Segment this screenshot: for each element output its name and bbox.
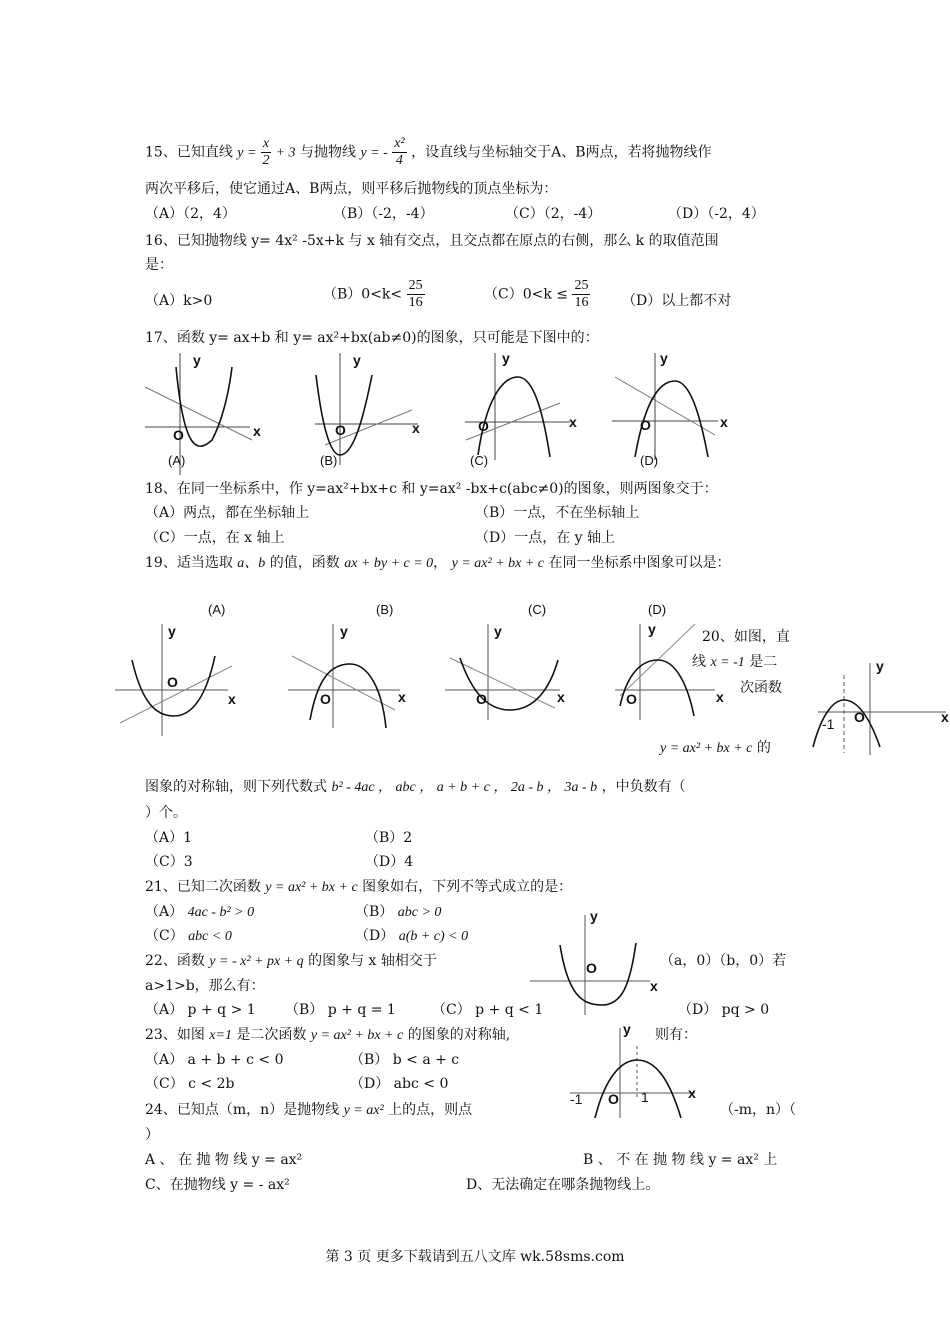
q16-line1: 16、已知抛物线 y= 4x² -5x+k 与 x 轴有交点，且交点都在原点的右侧，那么 k 的取值范围: [145, 233, 719, 249]
q17-a-origin: O: [173, 427, 184, 443]
q16-line2: 是：: [145, 257, 173, 273]
q21-stem: [145, 876, 572, 896]
q17-c-y-label: y: [502, 350, 510, 366]
q21-optb-label: （B）: [355, 904, 394, 920]
q19-c-x-label: x: [557, 689, 565, 705]
q19-d-y-label: y: [648, 621, 656, 637]
q21-optd-expr: a(b + c) < 0: [398, 929, 469, 944]
q17-b-parabola: [316, 375, 372, 455]
q20-l2-eq: x = -1: [710, 655, 745, 670]
q17-label-a: (A): [168, 453, 186, 468]
q17-c-parabola: [478, 377, 550, 457]
q17-label-d: (D): [640, 453, 659, 468]
q15-frac2-num: x²: [394, 136, 405, 151]
q23-option-a: （A） a + b + c < 0: [145, 1052, 284, 1068]
q19-b-x-label: x: [398, 689, 406, 705]
q22-option-d: （D） pq > 0: [678, 1002, 770, 1018]
q19-b-y-label: y: [340, 623, 348, 639]
q20-line1: 20、如图，直: [702, 629, 790, 645]
q16-optc-num: 25: [574, 278, 589, 293]
q16-optb-frac: [407, 278, 425, 311]
q20-y-label: y: [876, 658, 884, 674]
q21-y-label: y: [590, 908, 598, 924]
q20-option-c: （C）3: [145, 854, 193, 870]
q15-suffix: ，设直线与坐标轴交于A、B两点，若将抛物线作: [411, 144, 712, 161]
q24-prefix: 24、已知点（m，n）是抛物线: [145, 1102, 340, 1118]
q24-option-c: C、在抛物线 y = - ax²: [145, 1177, 290, 1193]
q19-prefix: 19、适当选取: [145, 555, 233, 571]
q22-prefix: 22、函数: [145, 953, 205, 969]
q24-suffix: 上的点，则点: [388, 1102, 473, 1118]
q21-option-b: [355, 901, 441, 921]
q19-c-y-label: y: [494, 623, 502, 639]
q21-optb-expr: abc > 0: [397, 905, 442, 920]
q15-frac2-den: 4: [395, 153, 403, 168]
q20-option-a: （A）1: [145, 830, 193, 846]
q19-stem: 19、适当选取 a、b 的值，函数 ax + by + c = 0， y = ax² + bx + c 在同一坐标系中图象可以是：: [145, 555, 731, 571]
q16-optb-num: 25: [408, 278, 423, 293]
q19-suffix: 在同一坐标系中图象可以是：: [548, 555, 731, 571]
q21-x-label: x: [650, 978, 658, 994]
q19-label-d: (D): [648, 602, 667, 617]
q20-line3: 次函数: [740, 680, 782, 696]
q16-option-a: （A）k>0: [145, 293, 213, 309]
q17-b-x-label: x: [412, 420, 420, 436]
q20-x-label: x: [941, 709, 949, 725]
q22-stem: [145, 950, 437, 970]
q23-parabola: [595, 1060, 681, 1118]
q23-option-b: （B） b < a + c: [350, 1052, 460, 1068]
q15-prefix: 15、已知直线: [145, 144, 233, 161]
q19-c-origin: O: [476, 691, 487, 707]
q15-option-d: （D）（-2，4）: [668, 206, 765, 222]
q21-graph: [530, 905, 670, 1015]
q15-frac2: [392, 136, 406, 169]
q23-graph: [565, 1018, 705, 1123]
q16-optc-frac: [572, 278, 590, 311]
q19-d-origin: O: [626, 691, 637, 707]
q17-a-y-label: y: [193, 352, 201, 368]
q20-line4: [660, 737, 771, 757]
q20-option-b: （B）2: [365, 830, 413, 846]
q17-d-line: [615, 377, 715, 435]
q20-neg-one: -1: [822, 716, 835, 732]
q19-eq2: y = ax² + bx + c: [451, 556, 545, 571]
q23-origin: O: [608, 1091, 619, 1107]
q19-d-x-label: x: [716, 689, 724, 705]
q20-l4-eq: y = ax² + bx + c: [660, 741, 753, 756]
q21-optc-label: （C）: [145, 928, 184, 944]
q15-frac1-den: 2: [262, 153, 270, 168]
q23-suffix: 的图象的对称轴,: [407, 1027, 511, 1043]
q19-eq1: ax + by + c = 0: [344, 556, 434, 571]
q15-frac1: [261, 136, 271, 169]
q20-line5: [145, 776, 686, 796]
q20-l5-suffix: ，中负数有（: [601, 779, 686, 795]
q23-eq2: y = ax² + bx + c: [310, 1028, 404, 1043]
q18-option-c: （C）一点，在 x 轴上: [145, 530, 285, 546]
q22-option-c: （C） p + q < 1: [432, 1002, 544, 1018]
q23-prefix: 23、如图: [145, 1027, 205, 1043]
q17-b-origin: O: [335, 422, 346, 438]
q23-mid: 是二次函数: [236, 1027, 307, 1043]
q24-stem: [145, 1099, 472, 1119]
q21-origin: O: [586, 960, 597, 976]
q21-optc-expr: abc < 0: [188, 929, 232, 944]
q22-line2: a>1>b，那么有：: [145, 978, 265, 994]
q17-b-y-label: y: [353, 352, 361, 368]
q21-option-c: [145, 925, 232, 945]
q23-x-label: x: [688, 1085, 696, 1101]
q21-parabola: [560, 943, 636, 1005]
q15-option-a: （A）（2，4）: [145, 206, 236, 222]
q19-c-line: [450, 658, 555, 708]
q17-c-origin: O: [478, 418, 489, 434]
q17-d-x-label: x: [720, 414, 728, 430]
q18-stem: 18、在同一坐标系中，作 y=ax²+bx+c 和 y=ax² -bx+c(abc≠0)的图象，则两图象交于：: [145, 481, 718, 497]
q19-mid: 的值，函数: [269, 555, 340, 571]
q16-optc-text: （C）0<k ≤: [484, 286, 569, 303]
q15-mid: 与抛物线: [299, 144, 356, 161]
q23-option-d: （D） abc < 0: [350, 1076, 449, 1092]
q24-eq: y = ax²: [343, 1103, 384, 1118]
q16-option-c: [484, 278, 590, 311]
q15-parab-eq: y = -: [360, 145, 388, 161]
q17-a-x-label: x: [253, 423, 261, 439]
q17-d-origin: O: [640, 417, 651, 433]
q23-stem: [145, 1024, 510, 1044]
q21-prefix: 21、已知二次函数: [145, 879, 261, 895]
q21-option-d: [355, 925, 468, 945]
q23-neg-one: -1: [570, 1091, 583, 1107]
q15-line1: [145, 136, 712, 169]
q15-option-c: （C）（2，-4）: [505, 206, 602, 222]
page-footer: 第 3 页 更多下载请到五八文库 wk.58sms.com: [325, 1249, 625, 1265]
q23-option-c: （C） c < 2b: [145, 1076, 235, 1092]
q21-suffix: 图象如右，下列不等式成立的是：: [362, 879, 573, 895]
q15-option-b: （B）（-2，-4）: [333, 206, 434, 222]
q17-a-line: [145, 387, 252, 440]
q15-line2: 两次平移后，使它通过A、B两点，则平移后抛物线的顶点坐标为：: [145, 181, 558, 197]
q18-option-a: （A）两点，都在坐标轴上: [145, 505, 310, 521]
q20-origin: O: [854, 709, 865, 725]
q16-option-b: [323, 278, 425, 311]
q20-l5-prefix: 图象的对称轴，则下列代数式: [145, 779, 327, 795]
q22-mid: 的图象与 x 轴相交于: [308, 953, 437, 969]
q20-l2-prefix: 线: [692, 654, 706, 670]
q23-one: 1: [641, 1089, 649, 1105]
q21-opta-label: （A）: [145, 904, 184, 920]
q15-eq-rest: + 3: [275, 145, 296, 161]
q18-option-d: （D）一点，在 y 轴上: [475, 530, 616, 546]
q20-l4-suffix: 的: [756, 740, 771, 756]
q23-eq1: x=1: [209, 1028, 232, 1043]
q19-a-y-label: y: [168, 623, 176, 639]
q24-right: （-m，n）（: [720, 1102, 797, 1118]
q21-optd-label: （D）: [355, 928, 395, 944]
q22-eq: y = - x² + px + q: [209, 954, 304, 969]
q24-line2: ）: [145, 1127, 159, 1143]
q22-option-a: （A） p + q > 1: [145, 1002, 256, 1018]
q19-a-x-label: x: [228, 691, 236, 707]
q17-c-x-label: x: [569, 414, 577, 430]
q20-line6: ）个。: [145, 805, 187, 821]
q19-b-origin: O: [320, 691, 331, 707]
q18-option-b: （B）一点，不在坐标轴上: [475, 505, 640, 521]
q24-option-b: B 、 不 在 抛 物 线 y = ax² 上: [583, 1152, 778, 1168]
q17-stem: 17、函数 y= ax+b 和 y= ax²+bx(ab≠0)的图象，只可能是下图中的：: [145, 330, 599, 346]
q21-option-a: [145, 901, 254, 921]
q19-graphs: [110, 598, 810, 748]
q19-label-a: (A): [208, 602, 226, 617]
q17-label-c: (C): [470, 453, 489, 468]
q15-eq-y: y =: [237, 145, 257, 161]
q20-line2: [692, 651, 777, 671]
q16-optb-den: 16: [408, 295, 423, 310]
q16-option-d: （D）以上都不对: [622, 293, 732, 309]
q19-label-b: (B): [376, 602, 394, 617]
q23-right: 则有：: [655, 1027, 697, 1043]
q19-a-origin: O: [167, 674, 178, 690]
q16-optb-text: （B）0<k<: [323, 286, 403, 303]
q17-label-b: (B): [320, 453, 338, 468]
q21-opta-expr: 4ac - b² > 0: [187, 905, 255, 920]
q23-y-label: y: [623, 1021, 631, 1037]
q20-option-d: （D）4: [365, 854, 414, 870]
q15-frac1-num: x: [262, 136, 270, 151]
q22-stem-right: （a，0）（b，0）若: [660, 953, 787, 969]
q20-graph: [808, 655, 950, 755]
q24-option-a: A 、 在 抛 物 线 y = ax²: [145, 1152, 303, 1168]
q19-d-parabola: [620, 660, 694, 716]
q20-l2-suffix: 是二: [749, 654, 778, 670]
q19-vars: a、b: [237, 556, 266, 571]
q17-graphs: [140, 345, 780, 475]
q17-d-y-label: y: [660, 350, 668, 366]
q19-label-c: (C): [528, 602, 547, 617]
q24-option-d: D、无法确定在哪条抛物线上。: [466, 1177, 660, 1193]
q20-exprs: b² - 4ac ， abc ， a + b + c ， 2a - b ， 3a - b: [331, 780, 598, 795]
q21-eq: y = ax² + bx + c: [265, 880, 358, 895]
q16-optc-den: 16: [574, 295, 589, 310]
q22-option-b: （B） p + q = 1: [285, 1002, 396, 1018]
